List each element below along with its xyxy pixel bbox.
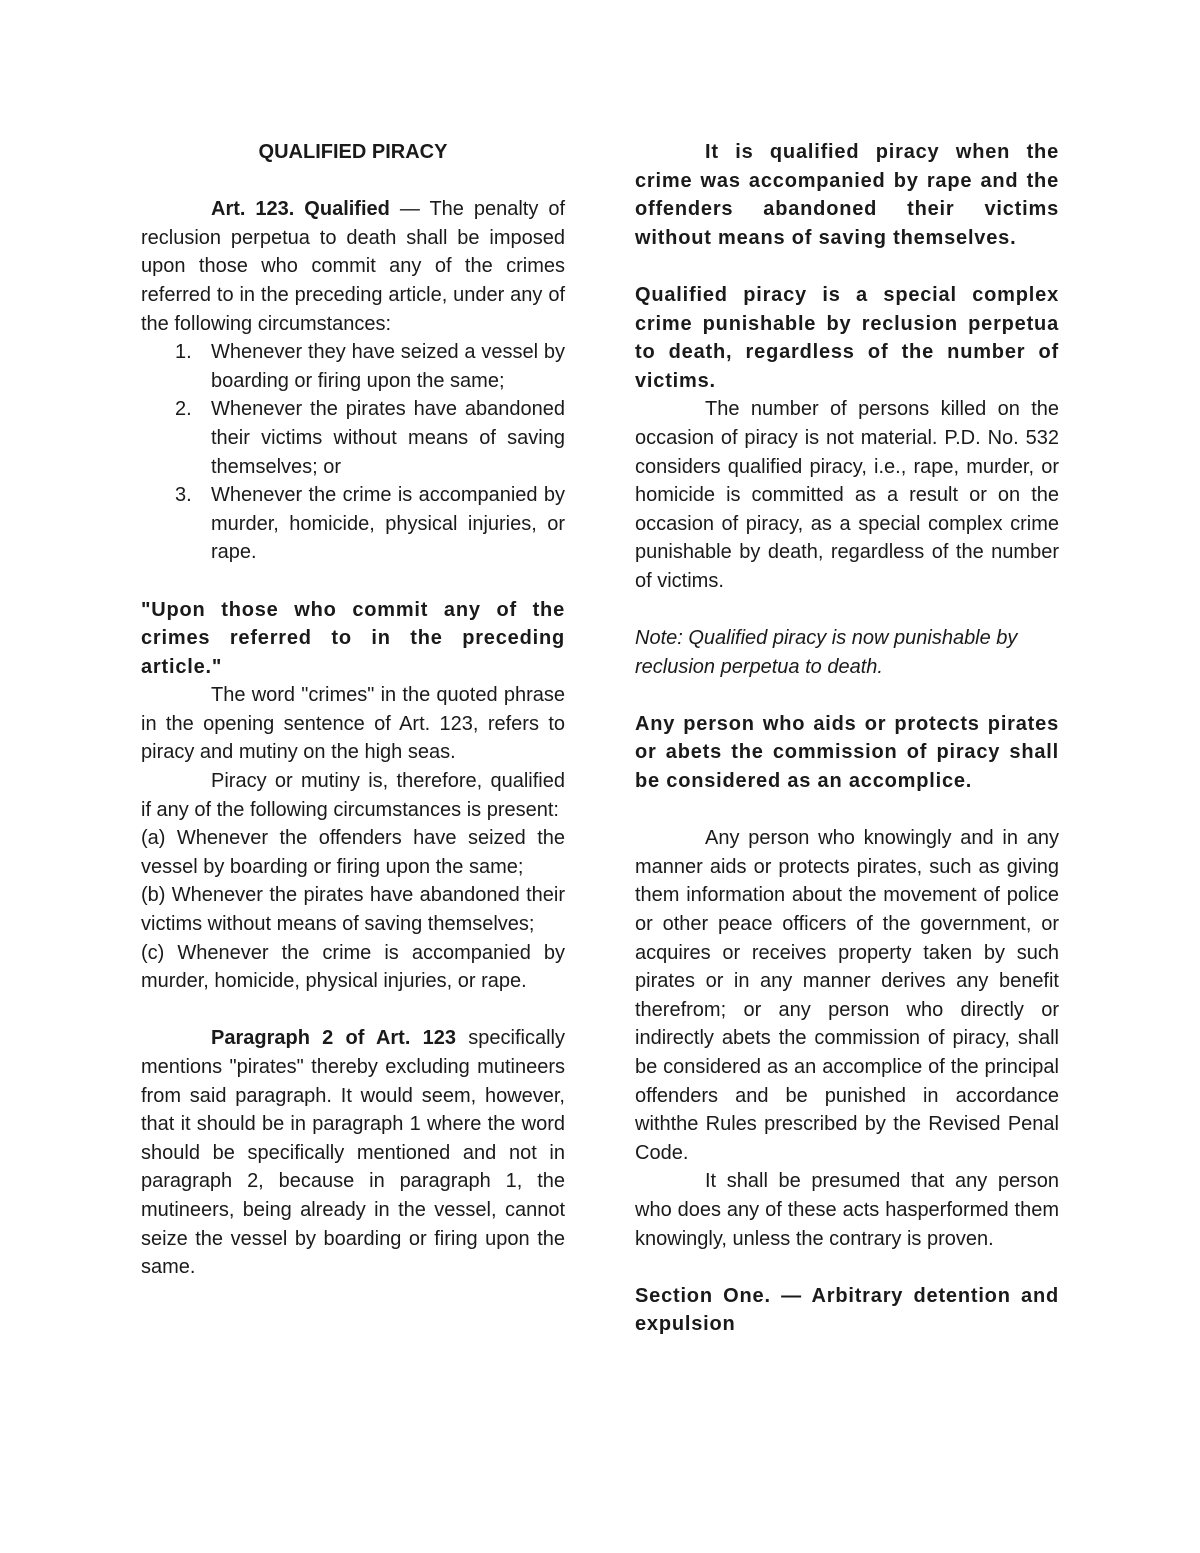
quote-heading: "Upon those who commit any of the crimes referred to in the preceding article." bbox=[141, 598, 565, 678]
list-number: 2. bbox=[175, 398, 192, 421]
article-text: — The penalty of reclusion perpetua to death shall be imposed upon those who commit any of the crimes referred to in the preceding article, under any of the following circumstances: bbox=[141, 198, 565, 335]
spacer bbox=[141, 167, 565, 196]
list-item bbox=[175, 338, 565, 395]
spacer bbox=[141, 996, 565, 1025]
circumstance-item-b: (b) Whenever the pirates have abandoned their victims without means of saving themselves; bbox=[141, 884, 565, 936]
circumstance-item-a: (a) Whenever the offenders have seized the vessel by boarding or firing upon the same; bbox=[141, 827, 565, 878]
article-label: Art. 123. Qualified bbox=[211, 198, 390, 221]
paragraph-2-discussion bbox=[141, 1024, 565, 1281]
presumption-paragraph: It shall be presumed that any person who does any of these acts hasperformed them knowingly, unless the contrary is proven. bbox=[635, 1170, 1059, 1250]
spacer bbox=[635, 1253, 1059, 1282]
persons-killed-paragraph: The number of persons killed on the occasion of piracy is not material. P.D. No. 532 considers qualified piracy, i.e., rape, murder, or homicide is committed as a result or on the occasion of piracy, as a special complex crime punishable by death, regardless of the number of victims. bbox=[635, 398, 1059, 592]
spacer bbox=[635, 796, 1059, 825]
list-text: Whenever they have seized a vessel by boarding or firing upon the same; bbox=[211, 341, 565, 392]
list-text: Whenever the crime is accompanied by murder, homicide, physical injuries, or rape. bbox=[211, 484, 565, 564]
circumstances-list bbox=[141, 338, 565, 567]
note: Note: Qualified piracy is now punishable by reclusion perpetua to death. bbox=[635, 627, 1018, 678]
list-item bbox=[175, 395, 565, 481]
page-title: QUALIFIED PIRACY bbox=[258, 141, 448, 163]
right-column bbox=[635, 138, 1059, 1339]
paragraph-2-text: specifically mentions "pirates" thereby excluding mutineers from said paragraph. It would seem, however, that it should be in paragraph 1 where the word should be specifically mentioned and not in paragraph 2, because in paragraph 1, the mutineers, being already in the vessel, cannot seize the vessel by boarding or firing upon the same. bbox=[141, 1027, 565, 1279]
list-text: Whenever the pirates have abandoned their victims without means of saving themselves; or bbox=[211, 398, 565, 478]
rape-heading: It is qualified piracy when the crime was accompanied by rape and the offenders abandoned their victims without means of saving themselves. bbox=[635, 141, 1059, 249]
left-column bbox=[141, 138, 565, 1282]
section-heading: Section One. — Arbitrary detention and expulsion bbox=[635, 1284, 1059, 1336]
spacer bbox=[635, 252, 1059, 281]
qualified-paragraph: Piracy or mutiny is, therefore, qualified if any of the following circumstances is present: bbox=[141, 770, 565, 821]
paragraph-2-label: Paragraph 2 of Art. 123 bbox=[211, 1027, 457, 1050]
article-123-paragraph bbox=[141, 195, 565, 338]
spacer bbox=[635, 596, 1059, 625]
list-number: 1. bbox=[175, 341, 192, 364]
list-item bbox=[175, 481, 565, 567]
list-number: 3. bbox=[175, 484, 192, 507]
accomplice-heading: Any person who aids or protects pirates or abets the commission of piracy shall be considered as an accomplice. bbox=[635, 712, 1059, 793]
circumstance-item-c: (c) Whenever the crime is accompanied by murder, homicide, physical injuries, or rape. bbox=[141, 941, 565, 993]
crimes-paragraph: The word "crimes" in the quoted phrase in the opening sentence of Art. 123, refers to piracy and mutiny on the high seas. bbox=[141, 684, 565, 764]
spacer bbox=[635, 681, 1059, 710]
accomplice-paragraph: Any person who knowingly and in any manner aids or protects pirates, such as giving them information about the movement of police or other peace officers of the government, or acquires or receives property taken by such pirates or in any manner derives any benefit therefrom; or any person who directly or indirectly abets the commission of piracy, shall be considered as an accomplice of the principal offenders and be punished in accordance withthe Rules prescribed by the Revised Penal Code. bbox=[635, 827, 1059, 1164]
spacer bbox=[141, 567, 565, 596]
complex-crime-heading: Qualified piracy is a special complex crime punishable by reclusion perpetua to death, regardless of the number of victims. bbox=[635, 283, 1059, 392]
